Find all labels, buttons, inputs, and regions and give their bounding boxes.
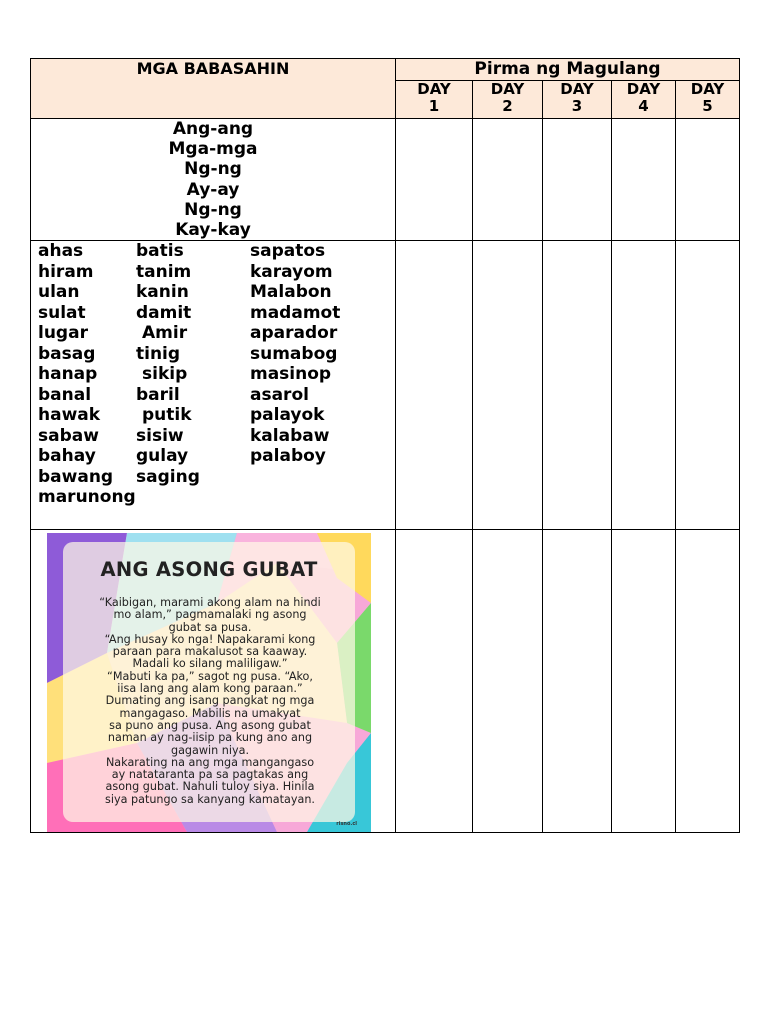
- story-line: mo alam,” pagmamalaki ng asong: [113, 608, 307, 622]
- signature-cell-day5[interactable]: [676, 241, 740, 530]
- word-item: damit: [136, 302, 192, 323]
- word-item: tanim: [136, 261, 192, 282]
- signature-title: Pirma ng Magulang: [474, 59, 661, 79]
- day-label: DAY: [490, 80, 525, 98]
- signature-cell-day5[interactable]: [676, 530, 740, 833]
- pair-item: Ay-ay: [186, 179, 240, 200]
- day-number: 1: [428, 97, 440, 115]
- word-item: sisiw: [136, 425, 184, 446]
- story-line: iisa lang ang alam kong paraan.”: [117, 682, 303, 696]
- word-item: sapatos: [250, 241, 326, 262]
- word-item: masinop: [250, 364, 332, 385]
- story-line: “Kaibigan, marami akong alam na hindi: [99, 596, 321, 609]
- word-item: putik: [142, 405, 192, 426]
- signature-cell-day4[interactable]: [612, 530, 676, 833]
- signature-cell-day5[interactable]: [676, 119, 740, 241]
- story-line: gubat sa pusa.: [168, 620, 252, 634]
- signature-cell-day4[interactable]: [612, 119, 676, 241]
- pair-item: Ang-ang: [172, 119, 254, 139]
- word-item: aparador: [250, 323, 338, 344]
- watermark: risno.cl: [336, 821, 357, 827]
- story-line: Madali ko silang maliligaw.”: [132, 657, 288, 671]
- word-item: tinig: [136, 343, 181, 364]
- word-item: marunong: [38, 487, 136, 508]
- day-number: 4: [638, 97, 649, 115]
- signature-cell-day2[interactable]: [473, 241, 543, 530]
- header-readings: [31, 59, 396, 119]
- word-item: Amir: [142, 323, 188, 344]
- story-line: sa puno ang pusa. Ang asong gubat: [109, 718, 311, 732]
- signature-cell-day3[interactable]: [543, 119, 612, 241]
- word-item: sumabog: [250, 343, 338, 364]
- word-item: sulat: [38, 302, 86, 323]
- story-poster: [47, 533, 371, 832]
- day-header-1: [396, 81, 473, 119]
- day-number: 3: [571, 97, 583, 115]
- word-item: kanin: [136, 282, 189, 303]
- word-item: bahay: [38, 446, 96, 467]
- story-line: gagawin niya.: [170, 743, 250, 757]
- word-item: Malabon: [250, 282, 332, 303]
- story-line: siya patungo sa kanyang kamatayan.: [105, 792, 315, 806]
- word-item: hiram: [38, 261, 94, 282]
- word-item: madamot: [250, 302, 341, 323]
- word-item: ahas: [38, 241, 84, 262]
- day-number: 2: [502, 97, 513, 115]
- day-number: 5: [702, 97, 713, 115]
- word-item: kalabaw: [250, 425, 330, 446]
- story-line: naman ay nag-iisip pa kung ano ang: [107, 731, 313, 745]
- word-grid: [31, 241, 395, 508]
- word-item: [250, 467, 380, 488]
- word-item: baril: [136, 384, 180, 405]
- day-label: DAY: [417, 80, 451, 98]
- word-item: basag: [38, 343, 96, 364]
- word-item: sabaw: [38, 425, 99, 446]
- word-item: [136, 487, 250, 508]
- word-item: lugar: [38, 323, 88, 344]
- word-item: banal: [38, 384, 92, 405]
- signature-cell-day1[interactable]: [396, 119, 473, 241]
- day-header-5: [676, 81, 740, 119]
- pairs-cell: [31, 119, 396, 241]
- story-line: ay natataranta pa sa pagtakas ang: [111, 768, 309, 782]
- word-item: palaboy: [250, 446, 326, 467]
- word-item: hanap: [38, 364, 98, 385]
- pair-item: Kay-kay: [175, 220, 251, 241]
- story-line: “Ang husay ko nga! Napakarami kong: [104, 632, 316, 646]
- readings-title: MGA BABASAHIN: [136, 59, 290, 78]
- story-line: “Mabuti ka pa,” sagot ng pusa. “Ako,: [107, 669, 313, 683]
- story-line: Nakarating na ang mga mangangaso: [105, 755, 315, 769]
- signature-cell-day1[interactable]: [396, 241, 473, 530]
- signature-cell-day2[interactable]: [473, 119, 543, 241]
- words-cell: [31, 241, 396, 530]
- day-header-3: [543, 81, 612, 119]
- word-item: asarol: [250, 384, 309, 405]
- story-line: paraan para makalusot sa kaaway.: [112, 645, 308, 659]
- word-item: sikip: [142, 364, 188, 385]
- word-item: [250, 487, 380, 508]
- story-line: asong gubat. Nahuli tuloy siya. Hinila: [105, 780, 315, 794]
- story-title: ANG ASONG GUBAT: [100, 558, 318, 581]
- word-item: ulan: [38, 282, 80, 303]
- signature-cell-day4[interactable]: [612, 241, 676, 530]
- word-item: karayom: [250, 261, 333, 282]
- day-label: DAY: [626, 80, 661, 98]
- story-line: mangagaso. Mabilis na umakyat: [119, 706, 301, 720]
- word-item: palayok: [250, 405, 325, 426]
- word-item: bawang: [38, 466, 114, 487]
- signature-cell-day2[interactable]: [473, 530, 543, 833]
- word-item: saging: [136, 466, 200, 487]
- word-item: hawak: [38, 405, 101, 426]
- header-signature: [396, 59, 740, 81]
- day-label: DAY: [560, 80, 594, 98]
- word-item: gulay: [136, 446, 189, 467]
- signature-cell-day1[interactable]: [396, 530, 473, 833]
- story-line: Dumating ang isang pangkat ng mga: [105, 694, 315, 708]
- pair-item: Mga-mga: [168, 139, 258, 160]
- day-header-4: [612, 81, 676, 119]
- signature-cell-day3[interactable]: [543, 530, 612, 833]
- pair-item: Ng-ng: [184, 199, 242, 220]
- story-body: [75, 597, 345, 806]
- day-header-2: [473, 81, 543, 119]
- word-item: batis: [136, 241, 184, 262]
- day-label: DAY: [690, 80, 725, 98]
- signature-cell-day3[interactable]: [543, 241, 612, 530]
- pair-item: Ng-ng: [184, 159, 242, 180]
